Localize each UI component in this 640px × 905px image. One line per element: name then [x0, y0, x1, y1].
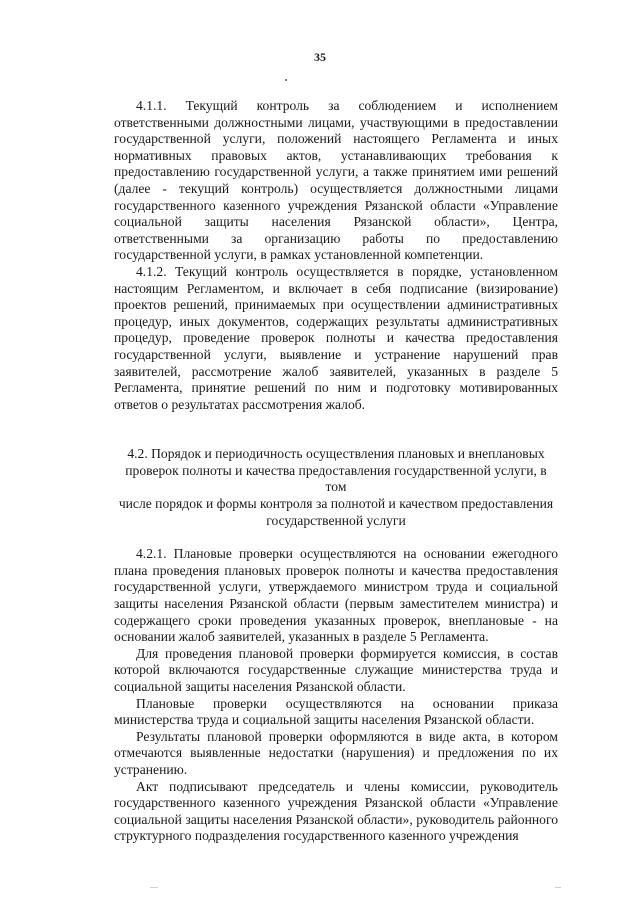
- scan-edge-line: [555, 887, 561, 888]
- paragraph-signing: Акт подписывают председатель и члены комиссии, руководитель государственного казенного учреждения Рязанской области «Управление социальной защиты населения Рязанской области», руководитель районного структурного подразделения государственного казенного учреждения: [114, 778, 558, 844]
- paragraph-4-1-1: 4.1.1. Текущий контроль за соблюдением и исполнением ответственными должностными лицами, участвующими в предоставлении государственной услуги, положений настоящего Регламента и иных нормативных правовых актов, устанавливающих требования к предоставлению государственной услуги, а также принятием ими решений (далее - текущий контроль) осуществляется должностными лицами государственного казенного учреждения Рязанской области «Управление социальной защиты населения Рязанской области», Центра, ответственными за организацию работы по предоставлению государственной услуги, в рамках установленной компетенции.: [114, 98, 558, 263]
- paragraph-commission: Для проведения плановой проверки формируется комиссия, в состав которой включаются государственные служащие министерства труда и социальной защиты населения Рязанской области.: [114, 645, 558, 694]
- section-4-2-body: [114, 546, 558, 845]
- section-heading-4-2: [114, 446, 558, 529]
- heading-line: 4.2. Порядок и периодичность осуществления плановых и внеплановых: [127, 446, 545, 462]
- paragraph-4-1-2: 4.1.2. Текущий контроль осуществляется в порядке, установленном настоящим Регламентом, и включает в себя подписание (визирование) проектов решений, принимаемых при осуществлении административных процедур, иных документов, содержащих результаты административных процедур, проведение проверок полноты и качества предоставления государственной услуги, выявление и устранение нарушений прав заявителей, рассмотрение жалоб заявителей, указанных в разделе 5 Регламента, принятие решений по ним и подготовку мотивированных ответов о результатах рассмотрения жалоб.: [114, 263, 558, 412]
- document-body: [114, 98, 558, 845]
- scan-edge-line: [150, 887, 158, 888]
- heading-line: государственной услуги: [266, 512, 406, 528]
- scan-speck: [285, 79, 287, 81]
- heading-line-bold: числе порядок и формы контроля за полнотой и качеством предоставления: [118, 496, 554, 512]
- paragraph-results: Результаты плановой проверки оформляются в виде акта, в котором отмечаются выявленные недостатки (нарушения) и предложения по их устранению.: [114, 728, 558, 777]
- heading-line: проверок полноты и качества предоставления государственной услуги, в том: [125, 462, 547, 495]
- page-number: 35: [314, 50, 326, 64]
- paragraph-order: Плановые проверки осуществляются на основании приказа министерства труда и социальной защиты населения Рязанской области.: [114, 695, 558, 728]
- paragraph-4-2-1: 4.2.1. Плановые проверки осуществляются на основании ежегодного плана проведения плановых проверок полноты и качества предоставления государственной услуги, утверждаемого министром труда и социальной защиты населения Рязанской области (первым заместителем министра) и содержащего сроки проведения указанных проверок, внеплановые - на основании жалоб заявителей, указанных в разделе 5 Регламента.: [114, 546, 558, 645]
